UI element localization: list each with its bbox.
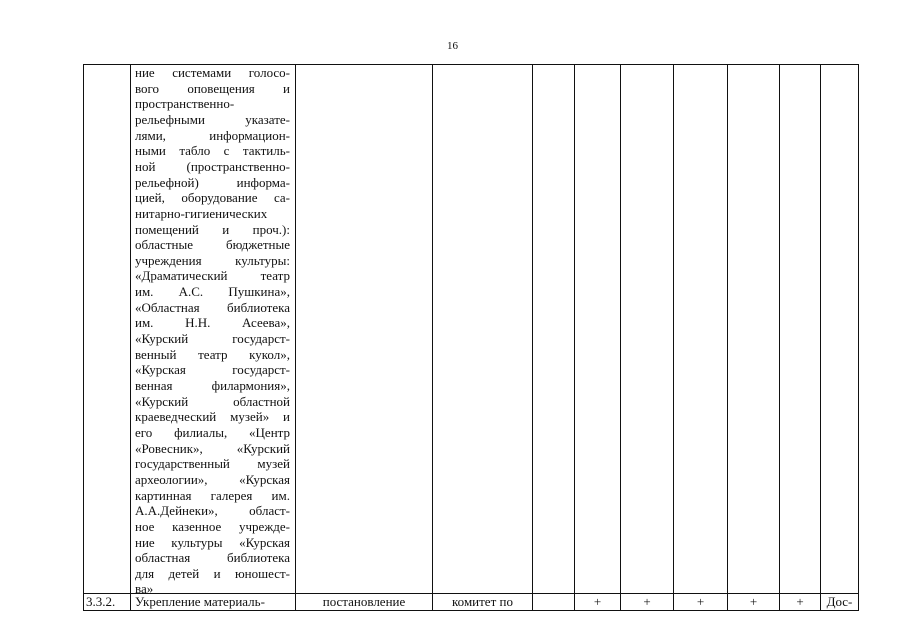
description-line: венная филармония», <box>135 378 290 393</box>
description-line: «Курский областной <box>135 393 290 409</box>
description-line: лями, информацион- <box>135 127 290 143</box>
description-line: ными табло с тактиль- <box>135 143 290 159</box>
column-divider <box>532 64 533 611</box>
column-divider <box>574 64 575 611</box>
column-divider <box>432 64 433 611</box>
table-bottom-border <box>83 610 859 611</box>
description-line: А.А.Дейнеки», област- <box>135 503 290 519</box>
description-line: ние системами голосо- <box>135 65 290 80</box>
description-line: «Ровесник», «Курский <box>135 440 290 456</box>
plus-mark: + <box>749 594 758 609</box>
description-line: «Областная библиотека <box>135 299 290 315</box>
column-divider <box>295 64 296 611</box>
row-description: Укрепление материаль- <box>135 594 265 609</box>
description-line: ное казенное учрежде- <box>135 518 290 534</box>
description-line: государственный музей <box>135 456 290 472</box>
description-line: археологии», «Курская <box>135 471 290 487</box>
description-line: рельефными указате- <box>135 111 290 127</box>
page-number: 16 <box>447 40 458 52</box>
table-left-border <box>83 64 84 611</box>
description-line: областная библиотека <box>135 550 290 566</box>
plus-mark: + <box>593 594 602 609</box>
description-line: им. Н.Н. Асеева», <box>135 315 290 331</box>
row-document: постановление <box>322 594 406 609</box>
description-line: «Курская государст- <box>135 362 290 378</box>
column-divider <box>727 64 728 611</box>
description-line: его филиалы, «Центр <box>135 424 290 440</box>
description-line: пространственно- <box>135 96 235 112</box>
column-divider <box>779 64 780 611</box>
description-line: «Курский государст- <box>135 331 290 347</box>
description-line: для детей и юношест- <box>135 565 290 581</box>
row-last-cell: Дос- <box>826 594 853 609</box>
description-line: «Драматический театр <box>135 268 290 284</box>
row-executor: комитет по <box>452 594 513 609</box>
description-line: вого оповещения и <box>135 80 290 96</box>
column-divider <box>820 64 821 611</box>
description-line: краеведческий музей» и <box>135 409 290 425</box>
row-number: 3.3.2. <box>86 594 116 609</box>
description-line: цией, оборудование са- <box>135 190 290 206</box>
description-line: им. А.С. Пушкина», <box>135 284 290 300</box>
description-line: венный театр кукол», <box>135 346 290 362</box>
table-right-border <box>858 64 859 611</box>
description-line: помещений и проч.): <box>135 221 290 237</box>
plus-mark: + <box>696 594 705 609</box>
column-divider <box>130 64 131 611</box>
description-line: ва» <box>135 581 154 597</box>
description-line: областные бюджетные <box>135 237 290 253</box>
description-line: ние культуры «Курская <box>135 534 290 550</box>
column-divider <box>620 64 621 611</box>
description-line: нитарно-гигиенических <box>135 205 268 221</box>
plus-mark: + <box>643 594 651 609</box>
column-divider <box>673 64 674 611</box>
description-line: картинная галерея им. <box>135 487 290 503</box>
plus-mark: + <box>796 594 804 609</box>
description-line: ной (пространственно- <box>135 158 290 174</box>
description-line: учреждения культуры: <box>135 252 290 268</box>
description-line: рельефной) информа- <box>135 174 290 190</box>
